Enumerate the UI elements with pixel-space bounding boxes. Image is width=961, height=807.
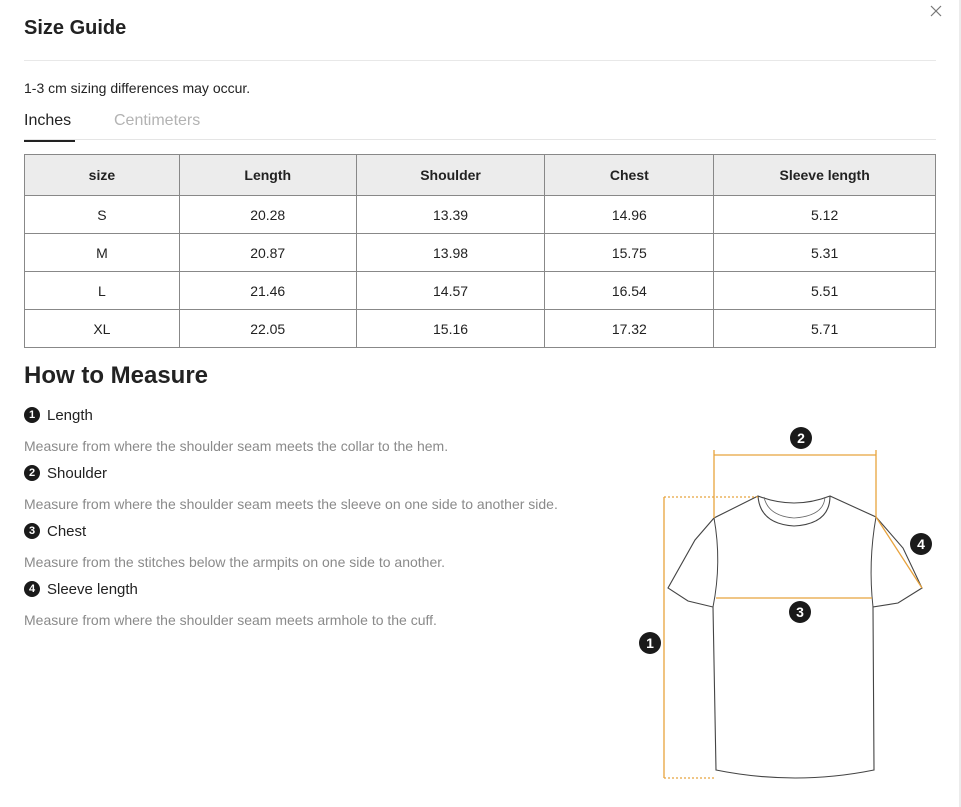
measure-step-chest xyxy=(24,521,624,570)
number-1-icon: 1 xyxy=(24,407,40,423)
measure-step-description: Measure from where the shoulder seam meets the collar to the hem. xyxy=(24,438,449,454)
table-cell: 5.12 xyxy=(714,196,936,234)
table-cell: 13.98 xyxy=(356,234,545,272)
table-cell: 5.71 xyxy=(714,310,936,348)
unit-tabs xyxy=(24,106,936,140)
tshirt-outline xyxy=(668,496,922,778)
svg-text:2: 2 xyxy=(797,430,805,446)
number-3-icon: 3 xyxy=(24,523,40,539)
close-button[interactable] xyxy=(928,3,944,19)
table-header-sleeve-length: Sleeve length xyxy=(714,155,936,196)
table-row xyxy=(25,196,936,234)
table-row xyxy=(25,310,936,348)
table-cell: 17.32 xyxy=(545,310,714,348)
table-cell: 16.54 xyxy=(545,272,714,310)
svg-text:1: 1 xyxy=(646,635,654,651)
number-4-icon: 4 xyxy=(24,581,40,597)
measure-step-shoulder xyxy=(24,463,624,512)
table-cell: 20.87 xyxy=(179,234,356,272)
table-cell: 15.16 xyxy=(356,310,545,348)
table-header-length: Length xyxy=(179,155,356,196)
how-to-measure-title: How to Measure xyxy=(24,362,209,389)
tab-centimeters[interactable]: Centimeters xyxy=(114,112,201,129)
table-cell: S xyxy=(25,196,180,234)
table-cell: XL xyxy=(25,310,180,348)
marker-3-icon xyxy=(789,601,811,623)
size-table xyxy=(24,154,936,348)
table-cell: M xyxy=(25,234,180,272)
svg-text:4: 4 xyxy=(917,536,925,552)
table-row xyxy=(25,272,936,310)
measure-step-label: Length xyxy=(47,406,93,424)
measure-step-label: Chest xyxy=(47,522,87,540)
table-cell: 14.57 xyxy=(356,272,545,310)
marker-4-icon xyxy=(910,533,932,555)
table-header-shoulder: Shoulder xyxy=(356,155,545,196)
modal-header xyxy=(24,0,936,61)
table-header-size: size xyxy=(25,155,180,196)
table-row xyxy=(25,234,936,272)
number-2-icon: 2 xyxy=(24,465,40,481)
close-icon xyxy=(928,3,944,19)
table-cell: 5.31 xyxy=(714,234,936,272)
table-cell: 20.28 xyxy=(179,196,356,234)
table-cell: 5.51 xyxy=(714,272,936,310)
measure-step-label: Shoulder xyxy=(47,464,108,482)
table-cell: 15.75 xyxy=(545,234,714,272)
table-cell: 21.46 xyxy=(179,272,356,310)
marker-1-icon xyxy=(639,632,661,654)
table-header-chest: Chest xyxy=(545,155,714,196)
modal-title: Size Guide xyxy=(24,17,127,39)
table-header-row xyxy=(25,155,936,196)
measure-step-length xyxy=(24,405,624,454)
measure-step-description: Measure from where the shoulder seam meets the sleeve on one side to another side. xyxy=(24,496,558,512)
measure-step-sleeve-length xyxy=(24,579,624,628)
svg-text:3: 3 xyxy=(796,604,804,620)
sizing-notice: 1-3 cm sizing differences may occur. xyxy=(24,80,251,96)
tshirt-measurement-diagram xyxy=(630,420,940,790)
marker-2-icon xyxy=(790,427,812,449)
table-cell: 14.96 xyxy=(545,196,714,234)
measure-step-description: Measure from the stitches below the armpits on one side to another. xyxy=(24,554,446,570)
tab-inches[interactable]: Inches xyxy=(24,112,75,142)
table-cell: 13.39 xyxy=(356,196,545,234)
table-cell: L xyxy=(25,272,180,310)
measure-step-label: Sleeve length xyxy=(47,580,138,598)
table-cell: 22.05 xyxy=(179,310,356,348)
measure-step-description: Measure from where the shoulder seam meets armhole to the cuff. xyxy=(24,612,437,628)
